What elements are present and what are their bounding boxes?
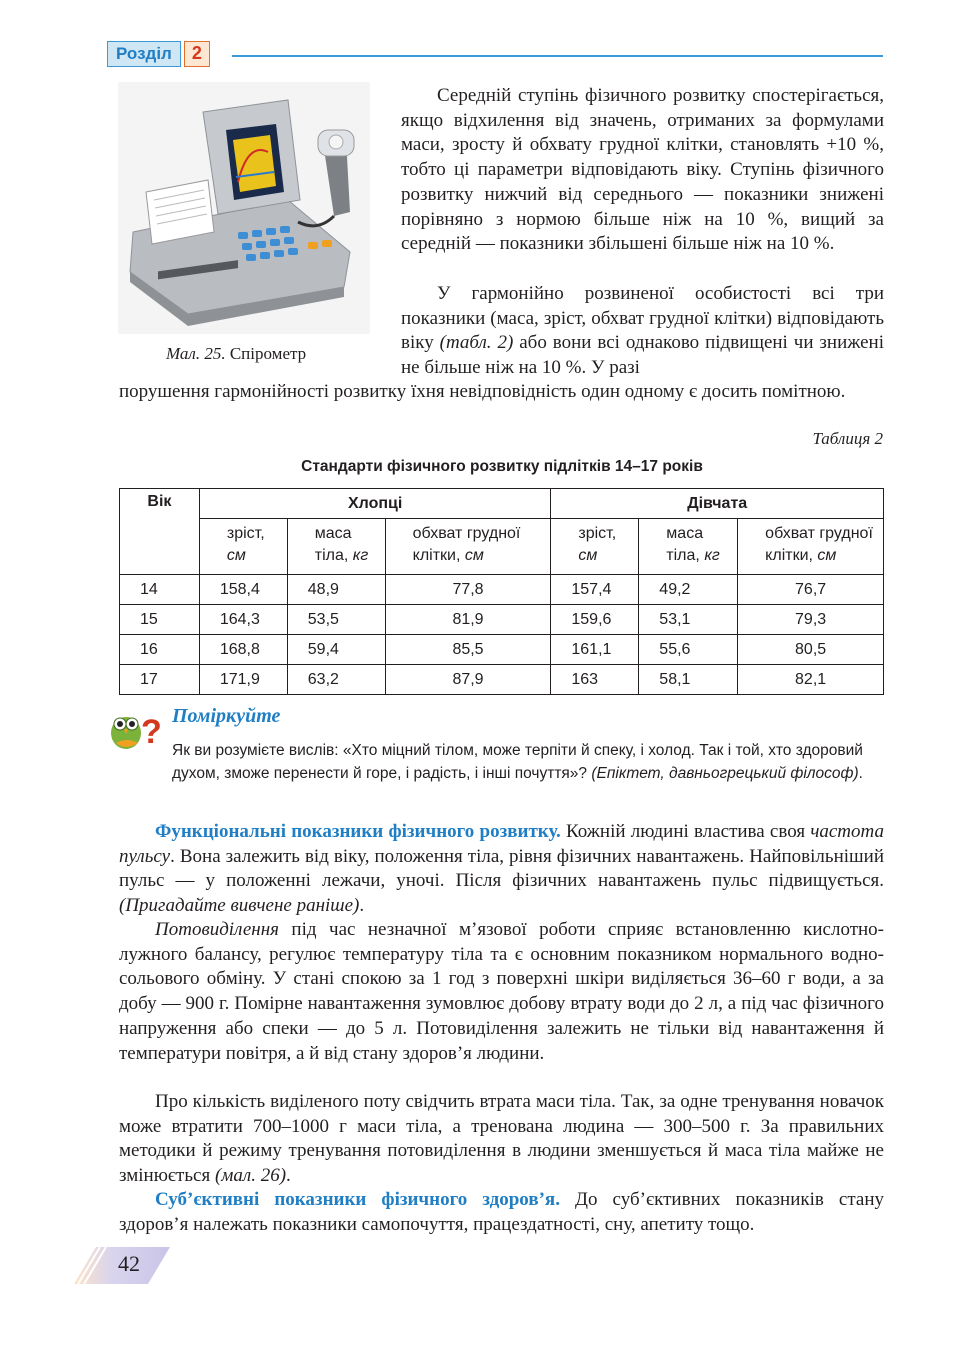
subheader-unit: см [578,547,598,564]
owl-question-icon [108,707,163,751]
subheader-cell [199,519,287,575]
group-header-girls: Дівчата [551,489,884,519]
body-paragraph-sweat [119,918,884,1066]
think-source: (Епіктет, давньогрецький філософ) [591,764,859,782]
subheader-line-2: клітки, [765,547,818,564]
subheader-unit: см [226,547,246,564]
subheader-cell [639,519,738,575]
header-rule [232,55,883,57]
body-paragraph-weight-loss [119,1090,884,1189]
subheader-row [120,519,884,575]
table-cell: 14 [120,575,200,605]
table-row [120,575,884,605]
figure-reference: (мал. 26) [214,1165,287,1187]
table-cell: 171,9 [199,665,287,695]
subheader-line-1: обхват грудної [412,525,521,542]
table-cell: 76,7 [738,575,884,605]
body-paragraph-pulse [119,820,884,919]
subheader-cell [385,519,551,575]
intro-paragraph-2-text: У гармонійно розвиненої особистості всі три показники (маса, зріст, обхват грудної клітки) відповідають віку [401,283,884,354]
pulse-text-c: . [359,895,365,917]
table-label: Таблиця 2 [812,429,883,448]
subheading-functional: Функціональні показники фізичного розвитку. [155,821,561,842]
figure-caption [166,344,306,364]
table-cell: 63,2 [287,665,385,695]
body-paragraph-subjective [119,1188,884,1237]
table-cell: 48,9 [287,575,385,605]
section-tab [107,41,210,67]
subheading-subjective: Суб’єктивні показники фізичного здоров’я. [155,1189,560,1210]
table-row [120,665,884,695]
pulse-text-b: . Вона залежить від віку, положення тіла, рівня фізичних навантажень. Найповільніший пульс — у положенні лежачи, уночі. Після фізичних навантажень пульс підвищується. [119,845,884,892]
table-cell: 59,4 [287,635,385,665]
subheader-unit: см [464,547,484,564]
table-cell: 55,6 [639,635,738,665]
table-row [120,635,884,665]
subheader-cell [287,519,385,575]
svg-text:?: ? [141,713,162,751]
table-cell: 16 [120,635,200,665]
think-end: . [858,764,863,782]
sweat-text: під час незначної м’язової роботи сприяє встановленню кислотно-лужного балансу, регулює температуру тіла та є основним показником нормального водно-сольового обміну. У стані спокою за 1 год з поверхні шкіри виділяється 36–60 г води, а за добу — 900 г. Помірне навантаження зумовлює добову втрату води до 2 л, а під час фізичного напруження або спеки — до 5 л. Потовиділення залежить не тільки від навантаження й температури повітря, а й від стану здоров’я людини. [119,919,884,1064]
recall-note: (Пригадайте вивчене раніше) [119,895,360,917]
table-cell: 157,4 [551,575,639,605]
subjective-text: До суб’єктивних показників стану здоров’я належать показники самопочуття, працездатності, сну, апетиту тощо. [119,1189,884,1235]
table-cell: 15 [120,605,200,635]
table-cell: 81,9 [385,605,551,635]
think-heading: Поміркуйте [172,705,281,727]
table-body [120,575,884,695]
intro-paragraph-2-end: порушення гармонійності розвитку їхня невідповідність один одному є досить помітною. [119,381,846,402]
table-cell: 58,1 [639,665,738,695]
term-pulse-rate: частота пульсу [119,821,884,867]
subheader-line-2: тіла, [314,547,353,564]
weight-loss-end: . [286,1165,291,1187]
table-row [120,605,884,635]
table-cell: 80,5 [738,635,884,665]
table-cell: 85,5 [385,635,551,665]
think-quote: Як ви розумієте вислів: «Хто міцний тілом, може терпіти й спеку, і холод. Так і той, хто здоровий духом, зможе перенести й горе, і радість, і інші почуття»? [172,742,863,782]
weight-loss-text: Про кількість виділеного поту свідчить втрата маси тіла. Так, за одне тренування новачок може втратити 700–1000 г маси тіла, а тренована людина — 300–500 г. За правильних методики й режиму тренування потовиділення в людини зменшується й маса тіла майже не змінюється [119,1091,884,1187]
development-standards-table [119,488,884,695]
section-number: 2 [184,41,210,67]
subheader-unit: кг [704,547,720,564]
table-cell: 79,3 [738,605,884,635]
subheader-cell [738,519,884,575]
table-cell: 168,8 [199,635,287,665]
table-cell: 49,2 [639,575,738,605]
intro-paragraph-2-text-cont: або вони всі однаково підвищені чи знижені не більше ніж на 10 %. У разі [401,332,885,379]
subheader-line-2: тіла, [666,547,705,564]
pulse-text-a: Кожній людині властива своя [560,821,811,842]
term-sweating: Потовиділення [155,919,279,940]
subheader-cell [551,519,639,575]
table-reference: (табл. 2) [439,332,514,354]
group-header-boys: Хлопці [199,489,551,519]
table-cell: 82,1 [738,665,884,695]
table-cell: 87,9 [385,665,551,695]
table-cell: 17 [120,665,200,695]
table-cell: 159,6 [551,605,639,635]
intro-paragraph-2 [401,282,884,381]
subheader-line-1: маса [666,525,704,542]
subheader-unit: кг [352,547,369,564]
section-label: Розділ [107,41,181,67]
figure-number: Мал. 25. [166,344,226,363]
page-number: 42 [118,1251,140,1276]
table-cell: 77,8 [385,575,551,605]
table-cell: 53,1 [639,605,738,635]
subheader-line-2: клітки, [412,547,465,564]
subheader-line-1: обхват грудної [765,525,873,542]
table-title: Стандарти фізичного розвитку підлітків 14–17 років [301,458,703,475]
intro-paragraph-1: Середній ступінь фізичного розвитку спостерігається, якщо відхилення від значень, отриманих за формулами маси, зросту й обхвату грудної клітки, становлять +10 %, тобто ці параметри відповідають віку. Ступінь фізичного розвитку нижчий від середнього — показники знижені порівняно з нормою більше ніж на 10 %, вищий за середній — показники збільшені більше ніж на 10 %. [401,85,884,255]
table-cell: 164,3 [199,605,287,635]
subheader-line-1: зріст, [226,525,265,542]
table-cell: 158,4 [199,575,287,605]
table-cell: 161,1 [551,635,639,665]
table-cell: 53,5 [287,605,385,635]
column-header-age: Вік [120,489,200,575]
spirometer-image [118,82,370,334]
figure-title: Спірометр [225,344,307,363]
subheader-line-1: маса [314,525,352,542]
table-cell: 163 [551,665,639,695]
subheader-line-1: зріст, [578,525,617,542]
think-question [172,740,884,785]
subheader-unit: см [817,547,837,564]
